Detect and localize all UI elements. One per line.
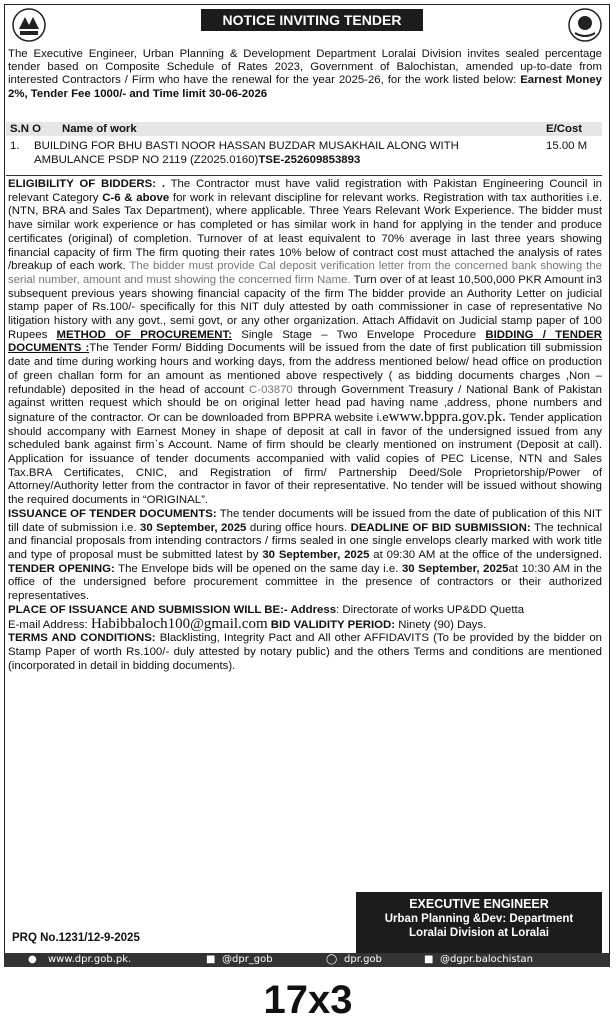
instagram-handle[interactable]: dpr.gob <box>344 954 382 965</box>
terms-heading: TERMS AND CONDITIONS: <box>8 632 156 645</box>
twitter-handle[interactable]: @dpr_gob <box>222 954 273 965</box>
method-heading: METHOD OF PROCUREMENT: <box>56 328 232 341</box>
ad-size-label: 17x3 <box>263 978 353 1022</box>
bidding-heading: BIDDING / TENDER DOCUMENTS : <box>8 328 602 355</box>
eligibility-text-2: for work in relevant discipline for relevant works. Registration with tax authorities i.e. (NTN, BRA and Sales Tax Department), where applicable. Three Years Relevant Work Experience. The bidder must have similar work experience or has completed or has similar work in hand for applying in the tender and produce certificates (original) of completion. Turnover of at least equivalent to 70% average in last three years showing financial capacity of firm The firm quoting their rates 10% below of contract cost must attached the analysis of rates /breakup of each work. <box>8 191 602 273</box>
row-cost: 15.00 M <box>546 140 588 152</box>
col-est-cost: E/Cost <box>546 123 583 135</box>
issuance-text-1: The tender documents will be issued from the date of publication of this NIT till date of submission i.e. <box>8 507 603 534</box>
method-text: Single Stage – Two Envelope Procedure <box>232 328 486 341</box>
executive-engineer-signature-block <box>356 892 602 954</box>
opening-date: 30 September, 2025 <box>401 562 509 575</box>
email-label: E-mail Address: <box>8 618 91 631</box>
earnest-money-text: Earnest Money 2%, Tender Fee 1000/- and Time limit 30-06-2026 <box>8 74 602 100</box>
facebook-handle[interactable]: @dgpr.balochistan <box>440 954 533 965</box>
col-sno: S.N O <box>10 123 42 135</box>
work-tse-id: TSE-252609853893 <box>258 153 361 166</box>
opening-text-2: at 10:30 AM in the office of the undersigned before procurement committee in the presence of contractors or their authorized representatives. <box>8 562 602 603</box>
works-table-header <box>6 122 602 136</box>
validity-heading: BID VALIDITY PERIOD: <box>267 618 396 631</box>
intro-paragraph <box>8 48 602 101</box>
email-link[interactable]: Habibbaloch100@gmail.com <box>90 615 268 632</box>
facebook-icon: ■ <box>424 954 434 965</box>
exec-title: EXECUTIVE ENGINEER <box>409 897 549 911</box>
col-name-of-work: Name of work <box>62 123 137 135</box>
place-heading: PLACE OF ISSUANCE AND SUBMISSION WILL BE:- Address <box>8 603 337 616</box>
prq-number: PRQ No.1231/12-9-2025 <box>12 932 140 944</box>
validity-text: Ninety (90) Days. <box>395 618 487 631</box>
row-work-name <box>34 140 514 167</box>
eligibility-text-1: The Contractor must have valid registration with Pakistan Engineering Council in relevant Category <box>8 178 603 204</box>
issuance-text-2: during office hours. <box>246 521 351 534</box>
twitter-icon: ■ <box>206 954 216 965</box>
globe-icon: ● <box>28 954 37 965</box>
exec-division: Loralai Division at Loralai <box>409 927 549 939</box>
deadline-text-2: at 09:30 AM at the office of the undersigned. <box>369 548 603 561</box>
row-sno: 1. <box>10 140 20 152</box>
deadline-date: 30 September, 2025 <box>262 548 370 561</box>
intro-text: The Executive Engineer, Urban Planning & Development Department Loralai Division invites sealed percentage tender based on Composite Schedule of Rates 2023, Government of Balochistan, amended up-to-date from interested Contractors / Firm who have the renewal for the year 2025-26, for the work listed below: <box>8 48 602 87</box>
notice-title: NOTICE INVITING TENDER <box>201 9 423 31</box>
account-code: C-03870 <box>249 383 293 396</box>
government-seal-icon <box>567 7 603 43</box>
opening-text-1: The Envelope bids will be opened on the same day i.e. <box>114 562 402 575</box>
deadline-text-1: The technical and financial proposals from intending contractors / firms sealed in one single envelops clearly marked with work title and type of proposal must be submitted latest by <box>8 521 603 561</box>
issuance-date: 30 September, 2025 <box>140 521 247 534</box>
terms-text: Blacklisting, Integrity Pact and All other AFFIDAVITS (To be provided by the bidder on Stamp Paper of worth Rs.100/- duly attested by notary public) and the others Terms and conditions are mentioned (incorporated in detail in bidding documents). <box>8 632 602 672</box>
website-link[interactable]: www.dpr.gob.pk. <box>48 954 132 965</box>
balochistan-emblem-icon <box>11 7 47 43</box>
social-footer-bar <box>4 953 610 967</box>
bidding-text-1: The Tender Form/ Bidding Documents will be issued from the date of first publication till submission date and time during working hours and working days, from the address mentioned below/ head office on production of green challan form for an amount as mentioned above respectively ( as bidding documents charges ,Non –refundable) deposited in the head of account <box>8 342 602 396</box>
notice-body <box>8 178 602 673</box>
instagram-icon: ◯ <box>326 954 338 965</box>
exec-department: Urban Planning &Dev: Department <box>384 913 574 925</box>
bidding-text-2: through Government Treasury / National Bank of Pakistan against written request which should be on original letter head pad having name ,address, phone numbers and signature of the contractor. Or can be downloaded from BPPRA website i.e <box>8 383 602 424</box>
issuance-heading: ISSUANCE OF TENDER DOCUMENTS: <box>8 507 217 520</box>
place-text: : Directorate of works UP&DD Quetta <box>336 603 525 616</box>
eligibility-cdr-note: The bidder must provide Cal deposit verification letter from the concerned bank showing the serial number, amount and must showing the concerned firm Name. <box>8 260 603 286</box>
divider <box>6 175 602 176</box>
eligibility-text-3: Turn over of at least 10,500,000 PKR Amount in3 subsequent previous years showing financial capacity of the firm The bidder provide an Authority Letter on judicial stamp paper of Rs.100/- specifically for this NIT duly attested by oath commissioner in case of representative No litigation history with any govt., semi govt, or any other organization. Attach Affidavit on Judicial stamp paper of 100 Rupees <box>8 273 603 341</box>
work-title: BUILDING FOR BHU BASTI NOOR HASSAN BUZDAR MUSAKHAIL ALONG WITH AMBULANCE PSDP NO 2119 (Z2025.0160) <box>34 140 459 166</box>
notice-header <box>5 5 609 49</box>
bidding-text-3: Tender application should accompany with Earnest Money in shape of deposit at call in favor of the undersigned issued from any scheduled bank against firm`s Account. Name of firm should be clearly mentioned on instrument (Deposit at call). Application for issuance of tender documents accompanied with valid copies of PEC License, NTN and Sales Tax.BRA Certificates, CNIC, and Registration of firm/ Partnership Deed/Sole Proprietorship/Power of Attorney/Authority letter from the contractor in favor of their representative. No tender will be issued without showing the required documents in “ORIGINAL”. <box>8 411 603 507</box>
deadline-heading: DEADLINE OF BID SUBMISSION: <box>350 521 531 534</box>
opening-heading: TENDER OPENING: <box>8 562 115 575</box>
eligibility-category: C-6 & above <box>102 191 170 204</box>
eligibility-heading: ELIGIBILITY OF BIDDERS: . <box>8 178 166 190</box>
bppra-website-link[interactable]: www.bppra.gov.pk. <box>388 408 506 425</box>
